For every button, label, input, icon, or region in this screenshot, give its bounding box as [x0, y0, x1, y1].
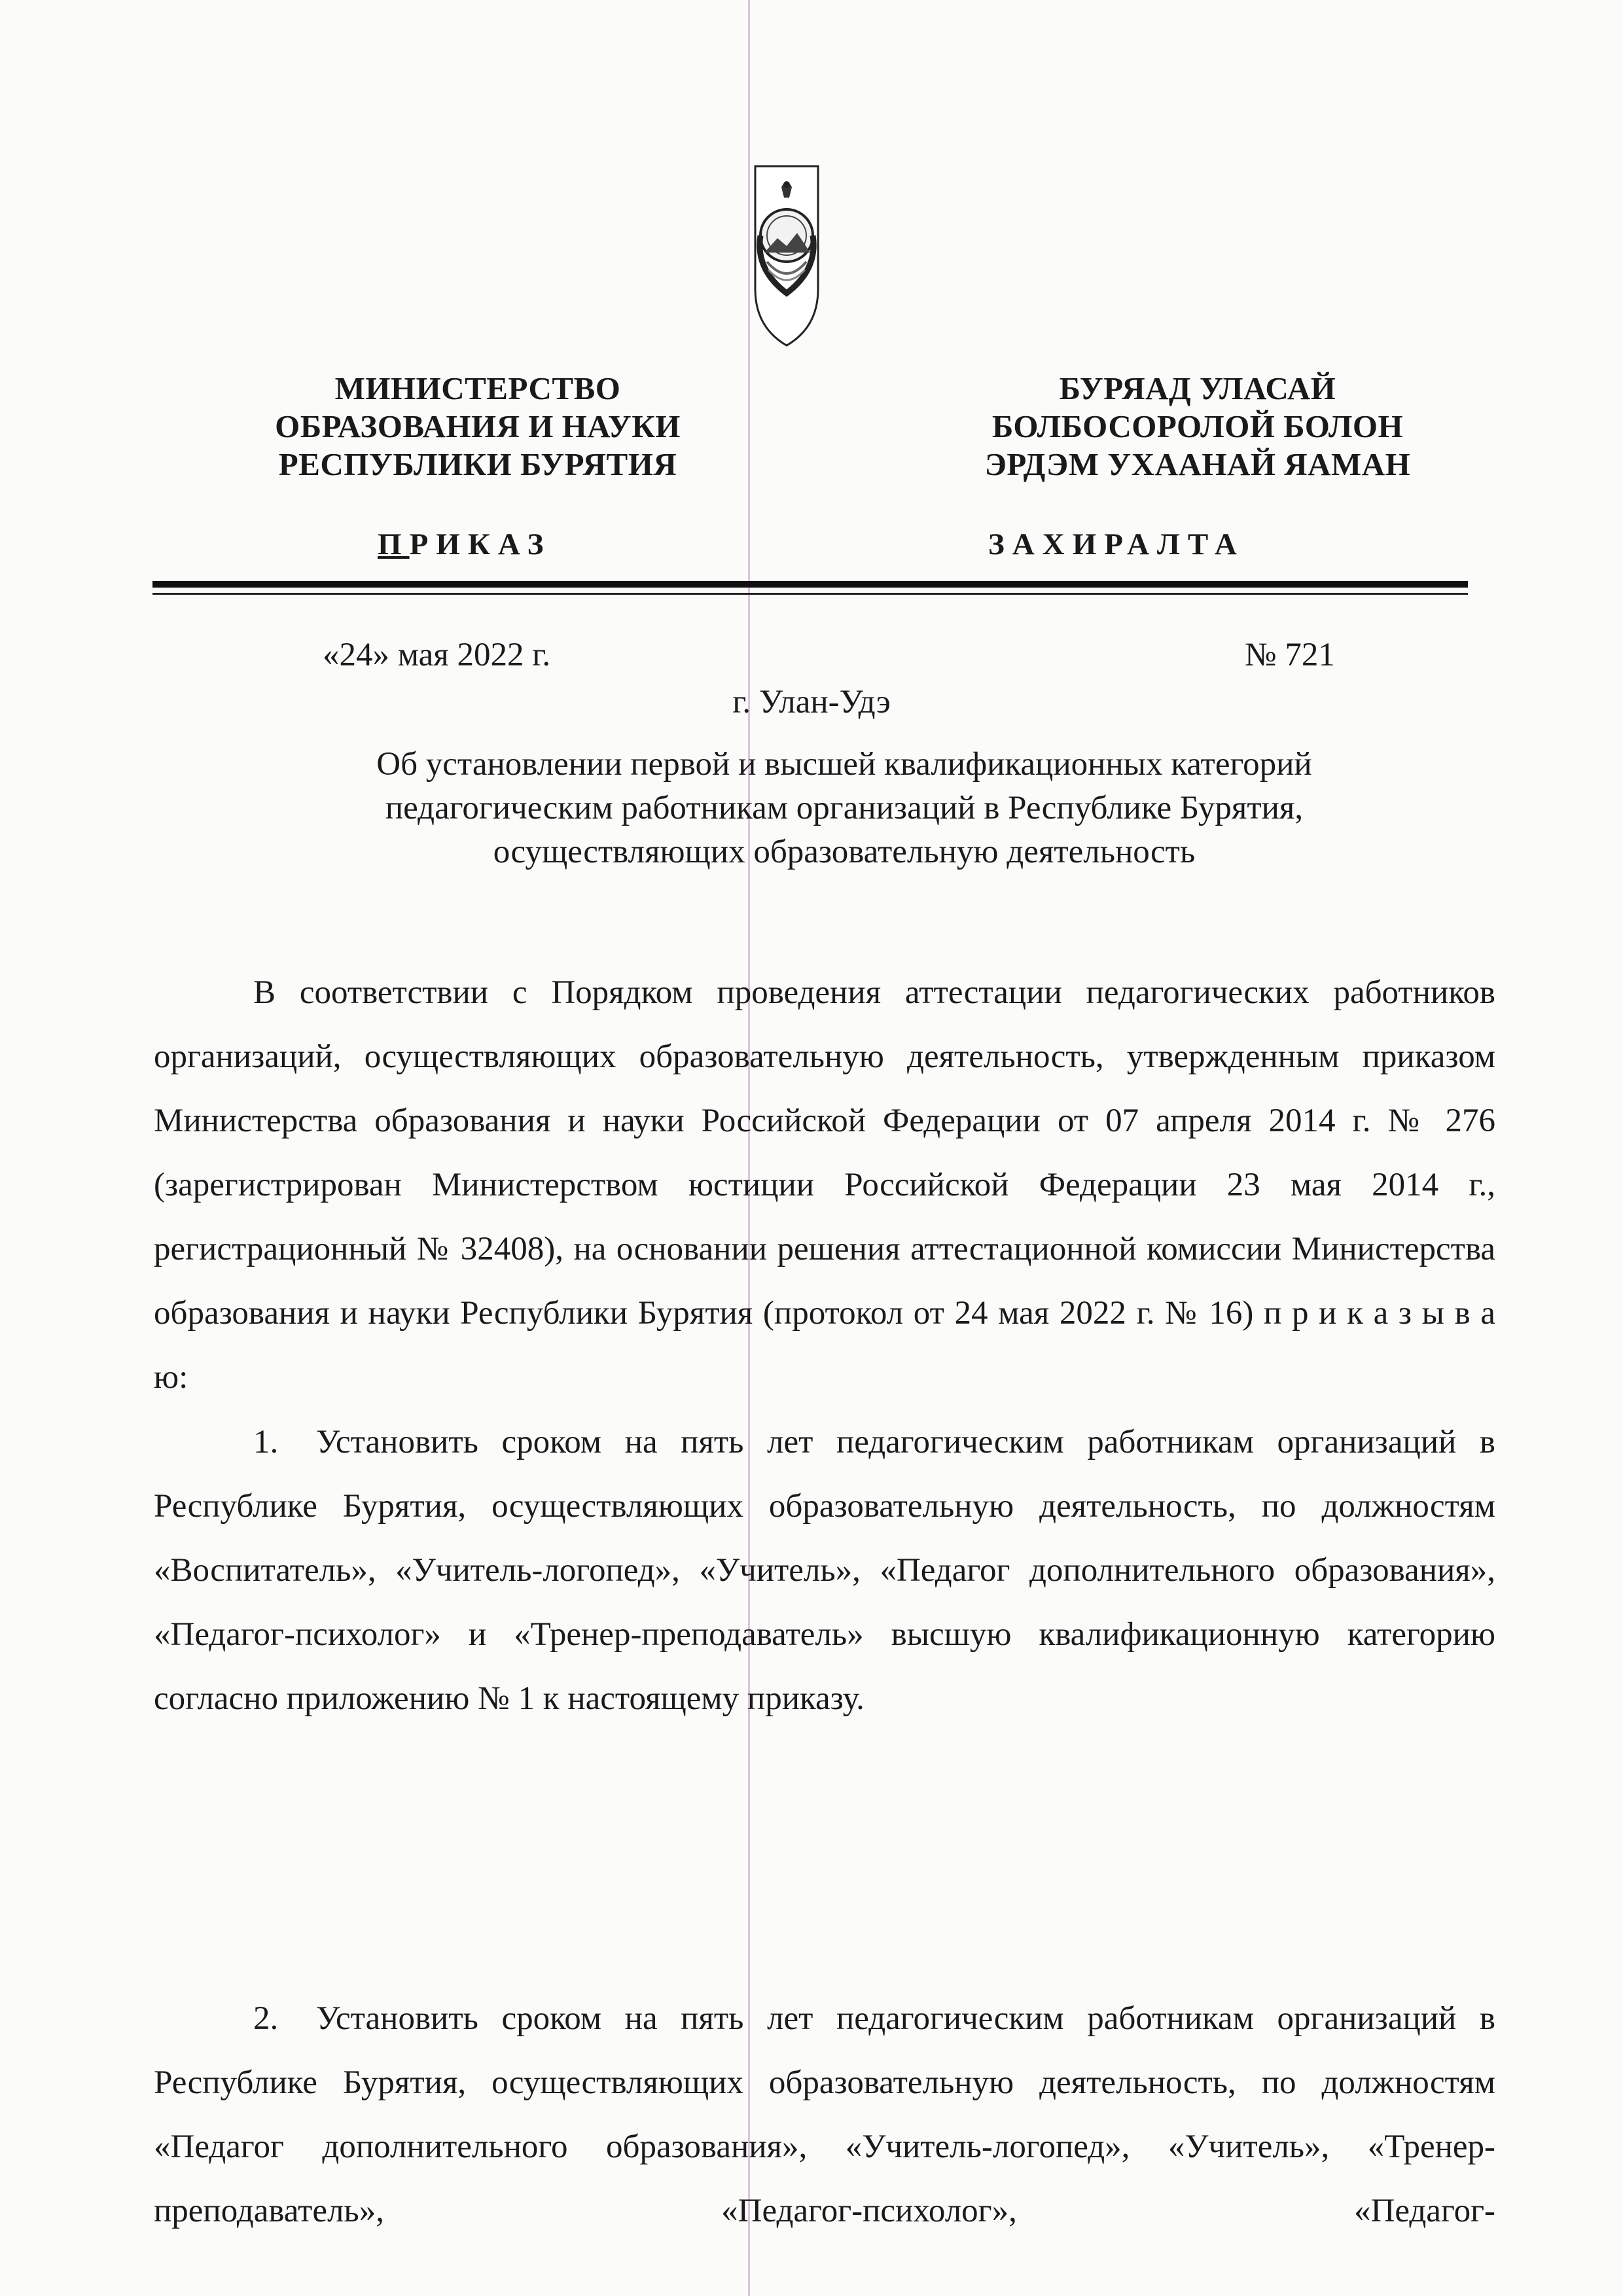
ministry-name-buryat: [903, 370, 1492, 484]
item-1-text: Установить сроком на пять лет педагогическим работникам организаций в Республике Бурятия, осуществляющих образовательную деятельность, по должностям «Воспитатель», «Учитель-логопед», «Учитель», «Педагог дополнительного образования», «Педагог-психолог» и «Тренер-преподаватель» высшую квалификационную категорию согласно приложению № 1 к настоящему приказу.: [154, 1424, 1495, 1717]
subject-line: осуществляющих образовательную деятельность: [493, 834, 1196, 870]
ministry-name-russian: [216, 370, 740, 484]
item-2-number: 2.: [253, 2000, 279, 2037]
order-date: «24» мая 2022 г.: [323, 637, 551, 673]
item-1: [154, 1410, 1495, 1731]
ministry-line: РЕСПУБЛИКИ БУРЯТИЯ: [278, 446, 677, 482]
ministry-line: БУРЯАД УЛАСАЙ: [1059, 370, 1336, 406]
header-divider-thin: [152, 593, 1468, 595]
subject-line: Об установлении первой и высшей квалификационных категорий: [376, 746, 1312, 783]
ministry-line: БОЛБОСОРОЛОЙ БОЛОН: [991, 408, 1404, 444]
order-subject: [196, 743, 1492, 874]
header-divider-thick: [152, 581, 1468, 588]
subject-line: педагогическим работникам организаций в Республике Бурятия,: [385, 790, 1304, 826]
ministry-line: ЭРДЭМ УХААНАЙ ЯАМАН: [984, 446, 1411, 482]
doc-type-russian: [378, 527, 552, 562]
item-2: [154, 1987, 1495, 2243]
order-number: № 721: [1245, 637, 1335, 673]
intro-paragraph: [154, 961, 1495, 1409]
ministry-line: ОБРАЗОВАНИЯ И НАУКИ: [275, 408, 681, 444]
doc-type-buryat: ЗАХИРАЛТА: [988, 527, 1245, 561]
doc-type-first-letter: П: [378, 527, 410, 561]
doc-type-rest: РИКАЗ: [409, 527, 552, 561]
coat-of-arms-icon: [751, 165, 822, 347]
ministry-line: МИНИСТЕРСТВО: [334, 370, 621, 406]
item-2-text: Установить сроком на пять лет педагогическим работникам организаций в Республике Бурятия, осуществляющих образовательную деятельность, по должностям «Педагог дополнительного образования», «Учитель-логопед», «Учитель», «Тренер-преподаватель», «Педагог-психолог», «Педагог-: [154, 2000, 1495, 2229]
order-city: г. Улан-Удэ: [732, 684, 891, 720]
intro-text: В соответствии с Порядком проведения аттестации педагогических работников организаций, осуществляющих образовательную деятельность, утвержденным приказом Министерства образования и науки Российской Федерации от 07 апреля 2014 г. № 276 (зарегистрирован Министерством юстиции Российской Федерации 23 мая 2014 г., регистрационный № 32408), на основании решения аттестационной комиссии Министерства образования и науки Республики Бурятия (протокол от 24 мая 2022 г. № 16) п р и к а з ы в а ю:: [154, 974, 1495, 1396]
item-1-number: 1.: [253, 1424, 279, 1460]
